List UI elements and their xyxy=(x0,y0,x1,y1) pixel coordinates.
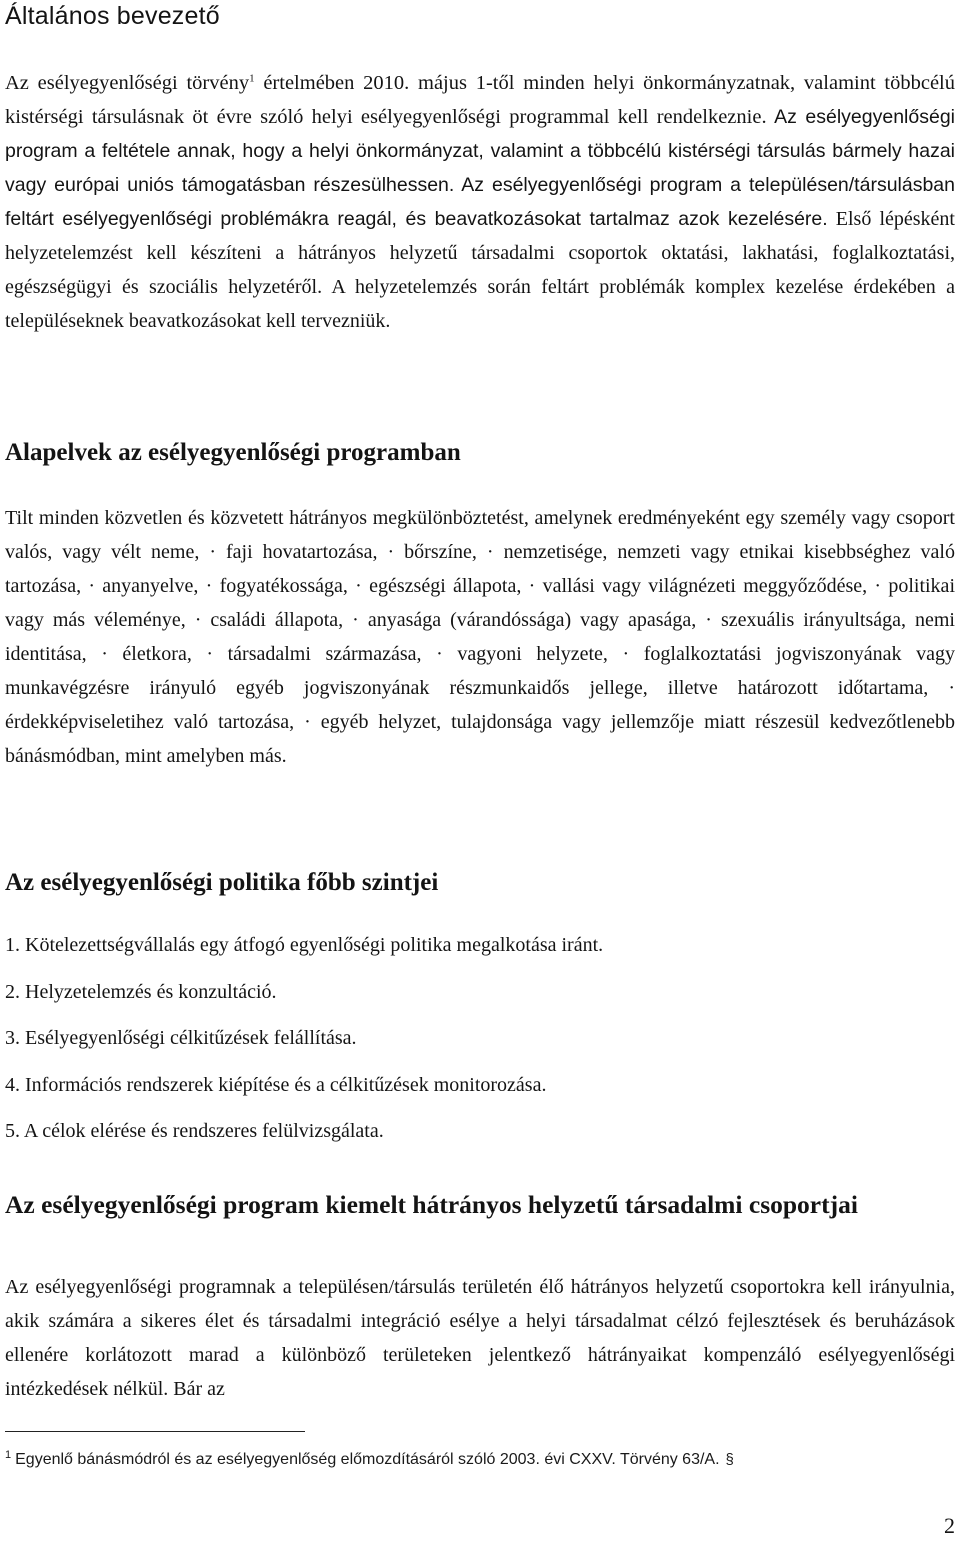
list-item: 1. Kötelezettségvállalás egy átfogó egyenlőségi politika megalkotása iránt. xyxy=(5,934,604,956)
section-link-icon[interactable]: § xyxy=(725,1451,734,1468)
intro-text-a2: értelmében 2010. május 1-től minden helyi önkormányzatnak, valamint többcélú kistérségi társulásnak öt évre szóló helyi esélyegyenlőségi programmal kell rendelkeznie. xyxy=(5,72,955,128)
footnote-text: Egyenlő bánásmódról és az esélyegyenlőség előmozdításáról szóló 2003. évi CXXV. Törvény 63/A. xyxy=(15,1451,720,1468)
footnote-mark: 1 xyxy=(5,1448,12,1461)
csoportok-paragraph: Az esélyegyenlőségi programnak a településen/társulás területén élő hátrányos helyzetű csoportokra kell irányulnia, akik számára a sikeres élet és társadalmi integráció esélye a helyi társadalmat célzó fejlesztések és beruházások ellenére korlátozott marad a különböző területeken jelentkező hátrányaikat kompenzáló esélyegyenlőségi intézkedések nélkül. Bár az xyxy=(5,1276,955,1400)
politika-levels-list xyxy=(5,930,603,1163)
list-item: 2. Helyzetelemzés és konzultáció. xyxy=(5,980,277,1003)
list-item: 5. A célok elérése és rendszeres felülvizsgálata. xyxy=(5,1120,384,1142)
heading-politika: Az esélyegyenlőségi politika főbb szintjei xyxy=(5,869,439,896)
intro-text-d: Első lépésként helyzetelemzést kell készíteni a hátrányos helyzetű társadalmi csoportok oktatási, lakhatási, foglalkoztatási, egészségügyi és szociális helyzetéről. A helyzetelemzés során feltárt problémák komplex kezelése érdekében a településeknek beavatkozásokat kell tervezniük. xyxy=(5,208,955,332)
page-title: Általános bevezető xyxy=(5,2,220,30)
list-item: 4. Információs rendszerek kiépítése és a célkitűzések monitorozása. xyxy=(5,1073,547,1096)
heading-csoportok: Az esélyegyenlőségi program kiemelt hátrányos helyzetű társadalmi csoportjai xyxy=(5,1190,858,1219)
intro-text-b: Az esélyegyenlőségi program a feltétele annak, hogy a helyi önkormányzat, valamint a többcélú kistérségi társulás bármely hazai vagy európai uniós támogatásban részesülhessen. xyxy=(5,106,955,196)
heading-alapelvek: Alapelvek az esélyegyenlőségi programban xyxy=(5,439,461,466)
footnote-reference[interactable]: 1 xyxy=(249,72,255,85)
intro-paragraph xyxy=(5,66,955,338)
page-number: 2 xyxy=(944,1513,955,1538)
footnote-divider xyxy=(5,1431,305,1432)
alapelvek-paragraph: Tilt minden közvetlen és közvetett hátrányos megkülönböztetést, amelynek eredményeként egy személy vagy csoport valós, vagy vélt neme, · faji hovatartozása, · bőrszíne, · nemzetisége, nemzeti vagy etnikai kisebbséghez való tartozása, · anyanyelve, · fogyatékossága, · egészségi állapota, · vallási vagy világnézeti meggyőződése, · politikai vagy más véleménye, · családi állapota, · anyasága (várandóssága) vagy apasága, · szexuális irányultsága, nemi identitása, · életkora, · társadalmi származása, · vagyoni helyzete, · foglalkoztatási jogviszonyának vagy munkavégzésre irányuló egyéb jogviszonyának részmunkaidős jellege, illetve határozott időtartama, · érdekképviseletihez való tartozása, · egyéb helyzet, tulajdonsága vagy jellemzője miatt részesül kedvezőtlenebb bánásmódban, mint amelyben más. xyxy=(5,507,955,767)
list-item: 3. Esélyegyenlőségi célkitűzések felállítása. xyxy=(5,1027,357,1049)
footnote xyxy=(5,1448,734,1469)
intro-text-c: Az esélyegyenlőségi program a településen/társulásban feltárt esélyegyenlőségi problémákra reagál, és beavatkozásokat tartalmaz azok kezelésére. xyxy=(5,174,955,230)
intro-text-a: Az esélyegyenlőségi törvény xyxy=(5,72,250,94)
